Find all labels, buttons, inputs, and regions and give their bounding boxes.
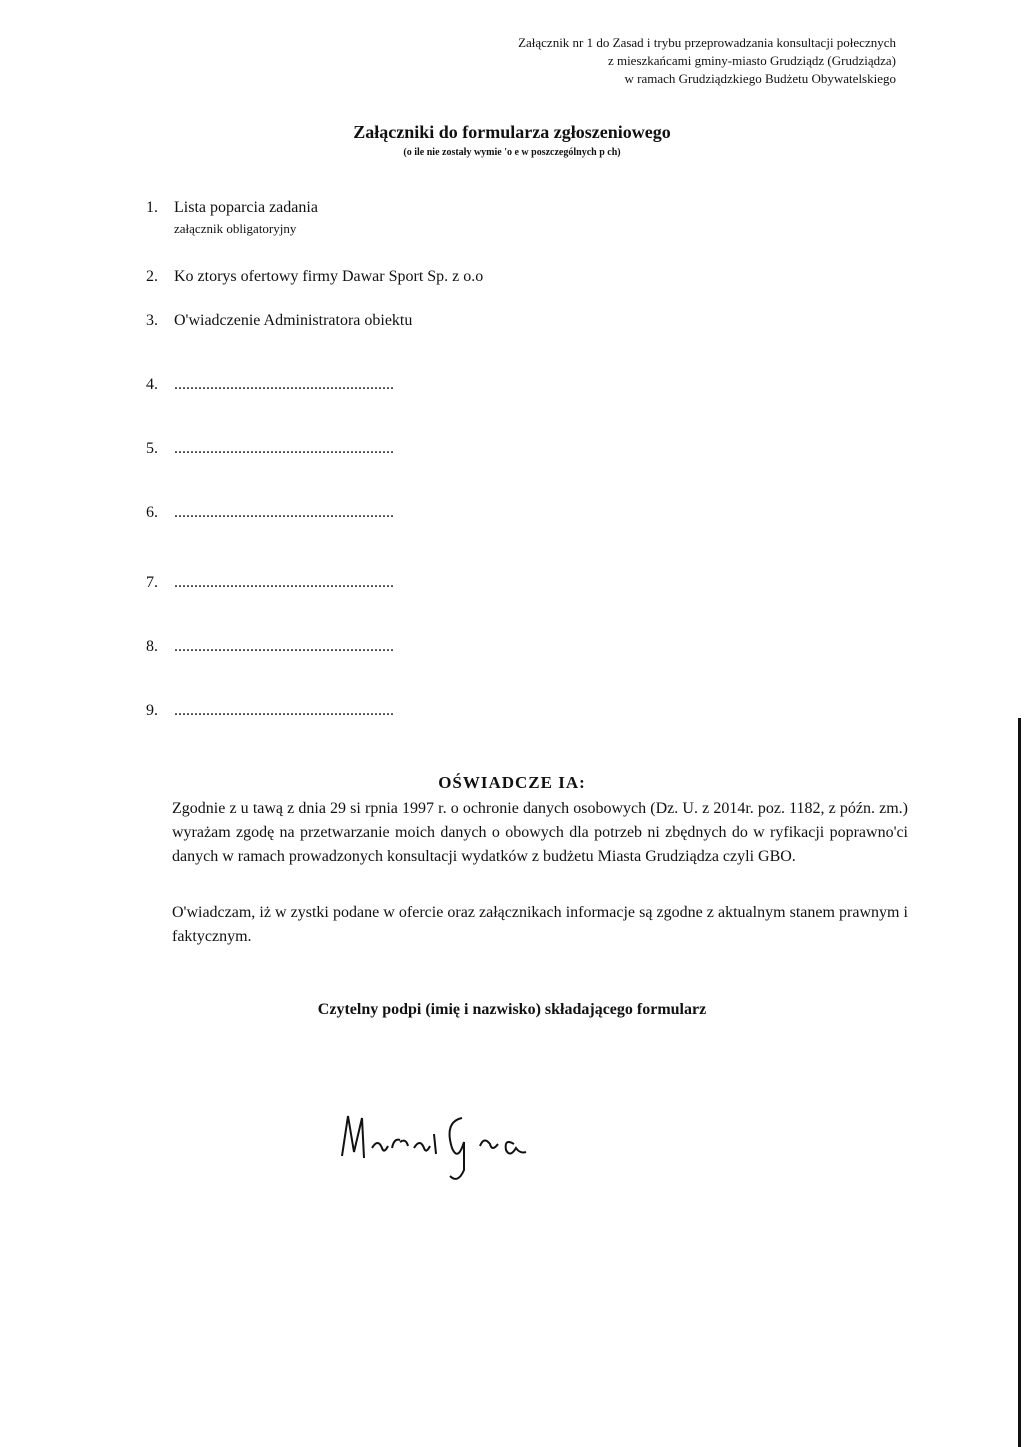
list-item-8: [146, 638, 394, 656]
list-item-text: Lista poparcia zadania: [174, 199, 318, 216]
list-item-blank: .......................................................: [174, 376, 394, 393]
header-line-2: z mieszkańcami gminy-miasto Grudziądz (Grudziądza): [607, 53, 896, 68]
list-item-2: [146, 268, 483, 286]
list-item-number: 8.: [146, 638, 158, 655]
list-item-number: 4.: [146, 376, 158, 393]
declaration-heading: OŚWIADCZE IA:: [438, 773, 586, 792]
list-item-number: 7.: [146, 574, 158, 591]
list-item-number: 6.: [146, 504, 158, 521]
declaration-paragraph-1: Zgodnie z u tawą z dnia 29 si rpnia 1997 r. o ochronie danych osobowych (Dz. U. z 2014r. poz. 1182, z późn. zm.) wyrażam zgodę na przetwarzanie moich danych o obowych dla potrzeb ni zbędnych do w ryfikacji poprawno'ci danych w ramach prowadzonych konsultacji wydatków z budżetu Miasta Grudziądza czyli GBO.: [172, 800, 908, 865]
signature-label: Czytelny podpi (imię i nazwisko) składającego formularz: [317, 1001, 707, 1018]
list-item-text: O'wiadczenie Administratora obiektu: [174, 312, 413, 329]
list-item-text: Ko ztorys ofertowy firmy Dawar Sport Sp. z o.o: [174, 268, 484, 285]
list-item-note: załącznik obligatoryjny: [174, 221, 297, 236]
handwritten-signature: [334, 1108, 554, 1188]
page-title: Załączniki do formularza zgłoszeniowego: [353, 122, 671, 142]
list-item-1: [146, 199, 318, 237]
list-item-number: 1.: [146, 199, 158, 216]
list-item-number: 3.: [146, 312, 158, 329]
declaration-paragraph-2: O'wiadczam, iż w zystki podane w ofercie oraz załącznikach informacje są zgodne z aktualnym stanem prawnym i faktycznym.: [172, 904, 908, 945]
list-item-3: [146, 312, 412, 330]
list-item-number: 9.: [146, 702, 158, 719]
list-item-number: 2.: [146, 268, 158, 285]
list-item-6: [146, 504, 394, 522]
list-item-blank: .......................................................: [174, 440, 394, 457]
list-item-blank: .......................................................: [174, 638, 394, 655]
document-header: [296, 34, 896, 88]
list-item-4: [146, 376, 394, 394]
list-item-5: [146, 440, 394, 458]
header-line-1: Załącznik nr 1 do Zasad i trybu przeprowadzania konsultacji połecznych: [518, 35, 896, 50]
page-edge-line: [1018, 718, 1021, 1447]
list-item-number: 5.: [146, 440, 158, 457]
list-item-blank: .......................................................: [174, 574, 394, 591]
list-item-9: [146, 702, 394, 720]
list-item-blank: .......................................................: [174, 702, 394, 719]
header-line-3: w ramach Grudziądzkiego Budżetu Obywatelskiego: [624, 71, 896, 86]
page-subtitle: (o ile nie zostały wymie 'o e w poszczególnych p ch): [403, 147, 621, 158]
list-item-7: [146, 574, 394, 592]
list-item-blank: .......................................................: [174, 504, 394, 521]
